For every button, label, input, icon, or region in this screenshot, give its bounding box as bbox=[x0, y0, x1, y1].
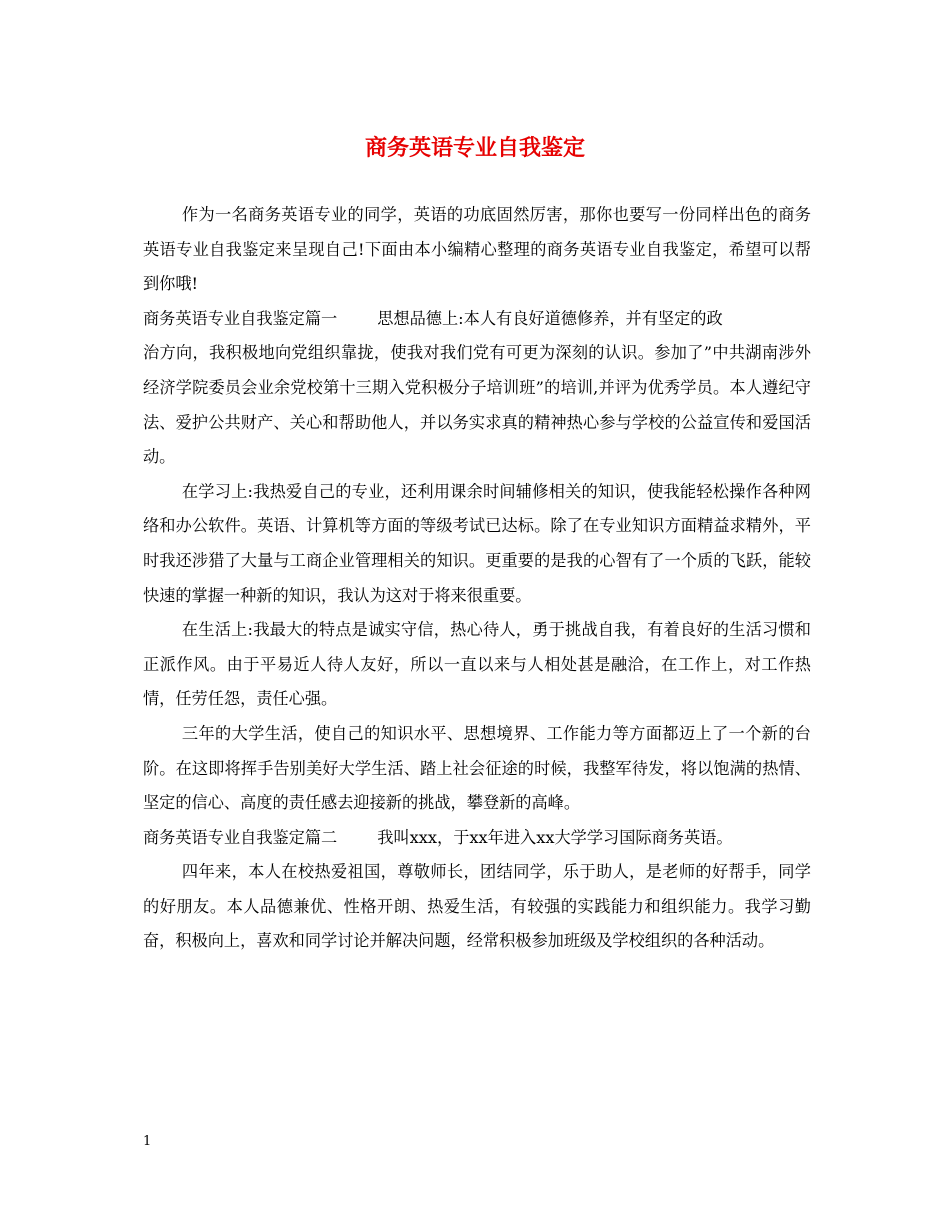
document-title: 商务英语专业自我鉴定 bbox=[364, 135, 585, 161]
section-two-intro: 我叫xxx，于xx年进入xx大学学习国际商务英语。 bbox=[377, 827, 733, 847]
four-years-paragraph: 四年来，本人在校热爱祖国，尊敬师长，团结同学，乐于助人，是老师的好帮手，同学的好朋友。本人品德兼优、性格开朗、热爱生活，有较强的实践能力和组织能力。我学习勤奋，积极向上，喜欢和同学讨论并解决问题，经常积极参加班级及学校组织的各种活动。 bbox=[143, 862, 811, 951]
section-two-line bbox=[143, 821, 811, 856]
section-one-moral-paragraph: 治方向，我积极地向党组织靠拢，使我对我们党有可更为深刻的认识。参加了”中共湖南涉外经济学院委员会业余党校第十三期入党积极分子培训班”的培训,并评为优秀学员。本人遵纪守法、爱护公共财产、关心和帮助他人，并以务实求真的精神热心参与学校的公益宣传和爱国活动。 bbox=[143, 343, 811, 467]
summary-paragraph: 三年的大学生活，使自己的知识水平、思想境界、工作能力等方面都迈上了一个新的台阶。在这即将挥手告别美好大学生活、踏上社会征途的时候，我整军待发，将以饱满的热情、坚定的信心、高度的责任感去迎接新的挑战，攀登新的高峰。 bbox=[143, 723, 811, 813]
life-paragraph: 在生活上:我最大的特点是诚实守信，热心待人，勇于挑战自我，有着良好的生活习惯和正派作风。由于平易近人待人友好，所以一直以来与人相处甚是融洽，在工作上，对工作热情，任劳任怨，责任心强。 bbox=[143, 620, 811, 709]
intro-paragraph: 作为一名商务英语专业的同学，英语的功底固然厉害，那你也要写一份同样出色的商务英语专业自我鉴定来呈现自己!下面由本小编精心整理的商务英语专业自我鉴定，希望可以帮到你哦! bbox=[143, 205, 811, 294]
section-one-line bbox=[143, 302, 811, 337]
section-one-heading: 商务英语专业自我鉴定篇一 bbox=[143, 308, 338, 328]
section-two-heading: 商务英语专业自我鉴定篇二 bbox=[143, 827, 338, 847]
study-paragraph: 在学习上:我热爱自己的专业，还利用课余时间辅修相关的知识，使我能轻松操作各种网络和办公软件。英语、计算机等方面的等级考试已达标。除了在专业知识方面精益求精外，平时我还涉猎了大量与工商企业管理相关的知识。更重要的是我的心智有了一个质的飞跃，能较快速的掌握一种新的知识，我认为这对于将来很重要。 bbox=[143, 481, 811, 605]
page-number: 1 bbox=[143, 1134, 152, 1149]
section-one-first-sentence: 思想品德上:本人有良好道德修养，并有坚定的政 bbox=[377, 308, 723, 328]
document-body bbox=[143, 198, 811, 959]
